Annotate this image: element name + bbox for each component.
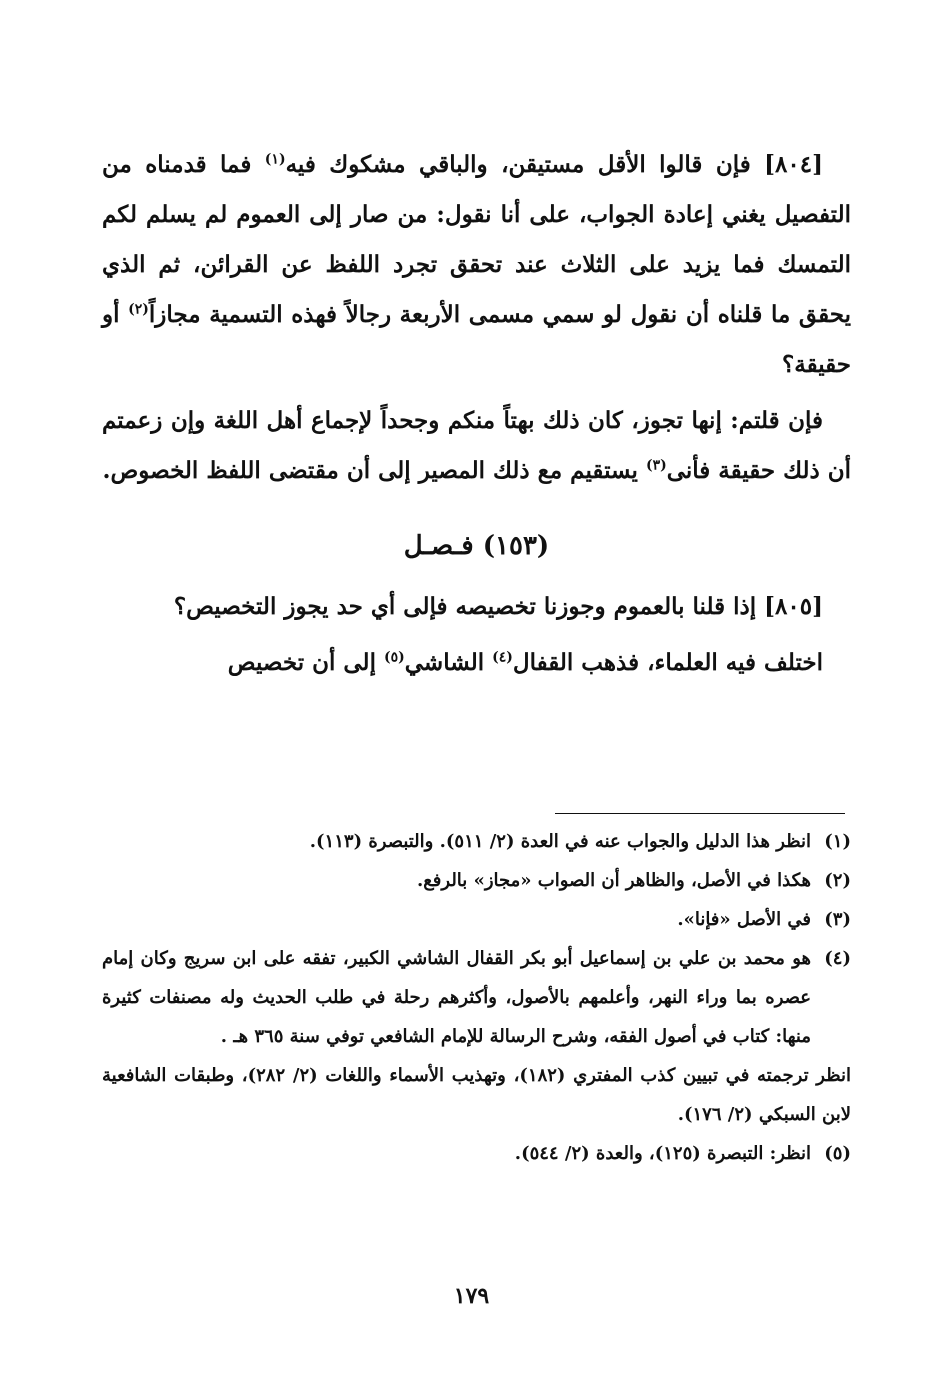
footnote-number: (٥) — [824, 1143, 851, 1164]
footnote-ref[interactable]: (٥) — [383, 649, 405, 666]
footnote-ref[interactable]: (٢) — [128, 301, 149, 318]
footnote-text: انظر هذا الدليل والجواب عنه في العدة (٢/ ٥١١). والتبصرة (١١٣). — [309, 831, 811, 852]
footnote-number: (٤) — [824, 948, 851, 969]
paragraph-scholars — [102, 638, 851, 688]
footnote-text: انظر: التبصرة (١٢٥)، والعدة (٢/ ٥٤٤). — [514, 1143, 811, 1164]
text-run: إذا قلنا بالعموم وجوزنا تخصيصه فإلى أي حد يجوز التخصيص؟ — [173, 593, 765, 620]
footnote-text: هو محمد بن علي بن إسماعيل أبو بكر القفال الشاشي الكبير، تفقه على ابن سريج وكان إمام عصره بما وراء النهر، وأعلمهم بالأصول، وأكثرهم رحلة في طلب الحديث وله مصنفات كثيرة منها: كتاب في أصول الفقه، وشرح الرسالة للإمام الشافعي توفي سنة ٣٦٥ هـ . — [102, 948, 811, 1047]
paragraph-805 — [102, 582, 851, 632]
section-heading: (١٥٣) فـصـل — [403, 531, 550, 561]
footnote-2 — [102, 861, 851, 900]
page-number: ١٧٩ — [453, 1283, 490, 1309]
paragraph-number: [٨٠٥] — [764, 593, 823, 620]
text-run: أو حقيقة؟ — [102, 301, 851, 378]
footnote-3 — [102, 900, 851, 939]
paragraph-objection — [102, 396, 851, 496]
footnote-5 — [102, 1134, 851, 1173]
footnote-number: (٣) — [824, 909, 851, 930]
footnote-1 — [102, 822, 851, 861]
paragraph-804 — [102, 140, 851, 390]
footnote-text: انظر ترجمته في تبيين كذب المفتري (١٨٢)، وتهذيب الأسماء واللغات (٢/ ٢٨٢)، وطبقات الشافعية لابن السبكي (٢/ ١٧٦). — [102, 1065, 851, 1125]
text-run: اختلف فيه العلماء، فذهب القفال — [512, 649, 823, 676]
footnote-ref[interactable]: (١) — [264, 151, 286, 168]
text-run: فإن قالوا الأقل مستيقن، والباقي مشكوك فيه — [285, 151, 765, 178]
text-run: فإن قلتم: إنها تجوز، كان ذلك بهتاً منكم وجحداً لإجماع أهل اللغة وإن زعمتم أن ذلك حقيقة فأنى — [102, 407, 851, 484]
footnote-text: في الأصل «فإنا». — [677, 909, 811, 930]
paragraph-number: [٨٠٤] — [764, 151, 823, 178]
text-run: فما قدمناه من التفصيل يغني إعادة الجواب، على أنا نقول: من صار إلى العموم لم يسلم لكم التمسك فما يزيد على الثلاث عند تحقق تجرد اللفظ عن القرائن، ثم الذي يحقق ما قلناه أن نقول لو سمي مسمى الأربعة رجالاً فهذه التسمية مجازاً — [102, 151, 851, 328]
footnote-number: (١) — [824, 831, 851, 852]
footnote-divider — [555, 813, 845, 814]
text-run: الشاشي — [404, 649, 493, 676]
footnote-4 — [102, 939, 851, 1056]
main-text — [102, 140, 851, 694]
footnote-ref[interactable]: (٣) — [645, 457, 667, 474]
footnote-4-continued — [102, 1056, 851, 1134]
text-run: إلى أن تخصيص — [227, 649, 384, 676]
text-run: يستقيم مع ذلك المصير إلى أن مقتضى اللفظ الخصوص. — [102, 457, 646, 484]
footnote-ref[interactable]: (٤) — [492, 649, 513, 666]
footnotes — [102, 822, 851, 1173]
footnote-number: (٢) — [824, 870, 851, 891]
footnote-text: هكذا في الأصل، والظاهر أن الصواب «مجاز» بالرفع. — [416, 870, 811, 891]
